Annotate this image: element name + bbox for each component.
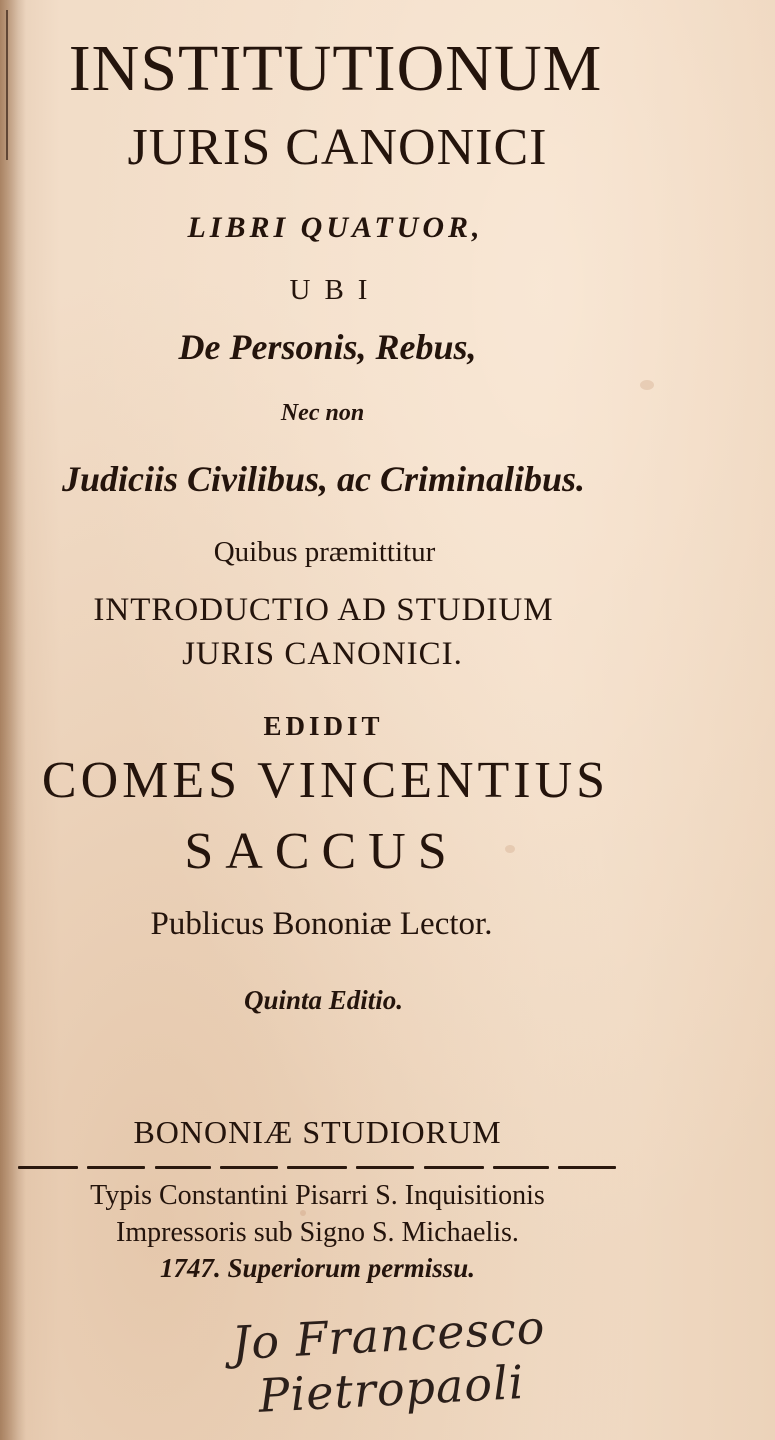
title-line-juris-canonici-2: JURIS CANONICI.: [182, 636, 463, 672]
title-line-ubi: UBI: [289, 274, 382, 306]
rule-segment: [287, 1166, 347, 1169]
edition-line: Quinta Editio.: [243, 985, 404, 1015]
rule-segment: [18, 1166, 78, 1169]
author-title-line: Publicus Bononiæ Lector.: [150, 906, 493, 942]
author-line-comes-vincentius: COMES VINCENTIUS: [41, 752, 610, 809]
rule-segment: [87, 1166, 145, 1169]
imprint-place: BONONIÆ STUDIORUM: [133, 1114, 502, 1150]
rule-segment: [558, 1166, 616, 1169]
signature-text: Jo Francesco Pietropaoli: [230, 1299, 547, 1423]
title-line-libri-quatuor: LIBRI QUATUOR,: [187, 211, 484, 244]
title-line-nec-non: Nec non: [280, 400, 365, 426]
handwritten-signature: [110, 1290, 670, 1423]
title-line-institutionum: INSTITUTIONUM: [68, 32, 603, 105]
title-line-juris-canonici: JURIS CANONICI: [127, 119, 548, 176]
foxing-spot: [640, 380, 654, 390]
author-line-saccus: SACCUS: [184, 823, 459, 880]
title-line-edidit: EDIDIT: [263, 711, 384, 741]
imprint-printer-line-1: Typis Constantini Pisarri S. Inquisitionis: [90, 1180, 545, 1211]
imprint-date-line: 1747. Superiorum permissu.: [159, 1253, 476, 1283]
title-line-de-personis: De Personis, Rebus,: [178, 327, 477, 367]
title-line-quibus: Quibus præmittitur: [213, 536, 436, 568]
rule-segment: [356, 1166, 414, 1169]
rule-segment: [493, 1166, 549, 1169]
title-line-introductio: INTRODUCTIO AD STUDIUM: [93, 592, 554, 628]
title-line-judiciis: Judiciis Civilibus, ac Criminalibus.: [61, 459, 586, 499]
rule-segment: [220, 1166, 278, 1169]
rule-segment: [155, 1166, 211, 1169]
imprint-printer-line-2: Impressoris sub Signo S. Michaelis.: [116, 1217, 519, 1248]
decorative-rule: [18, 1163, 616, 1171]
rule-segment: [424, 1166, 484, 1169]
